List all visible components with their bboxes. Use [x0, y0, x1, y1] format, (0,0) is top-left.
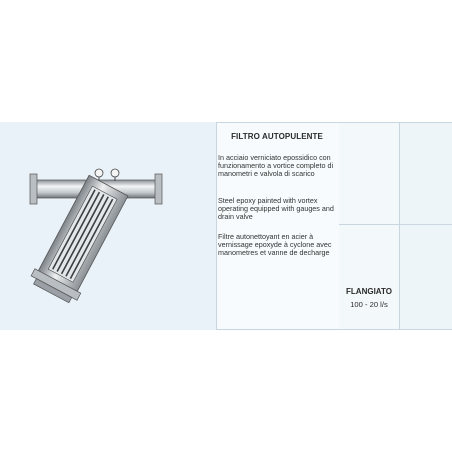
description-french: Filtre autonettoyant en acier à vernissage epoxyde à cyclone avec manometres et vanne de decharge: [218, 232, 332, 258]
product-title: FILTRO AUTOPULENTE: [231, 132, 323, 141]
right-flange: [155, 174, 162, 204]
extra-column: [400, 122, 452, 330]
description-english: Steel epoxy painted with vortex operating equipped with gauges and drain valve: [218, 196, 334, 222]
divider-bottom: [216, 329, 452, 330]
specs-column: [339, 122, 400, 330]
gauge-right: [111, 169, 119, 177]
description-italian: In acciaio verniciato epossidico con funzionamento a vortice completo di manometri e valvola di scarico: [218, 153, 334, 179]
connection-type: FLANGIATO: [346, 287, 392, 296]
divider-mid: [339, 224, 452, 225]
gauge-left: [95, 169, 103, 177]
flow-range: 100 - 20 l/s: [350, 300, 388, 309]
divider-top: [216, 122, 452, 123]
self-cleaning-filter-drawing: [18, 168, 178, 303]
left-flange: [30, 174, 37, 204]
